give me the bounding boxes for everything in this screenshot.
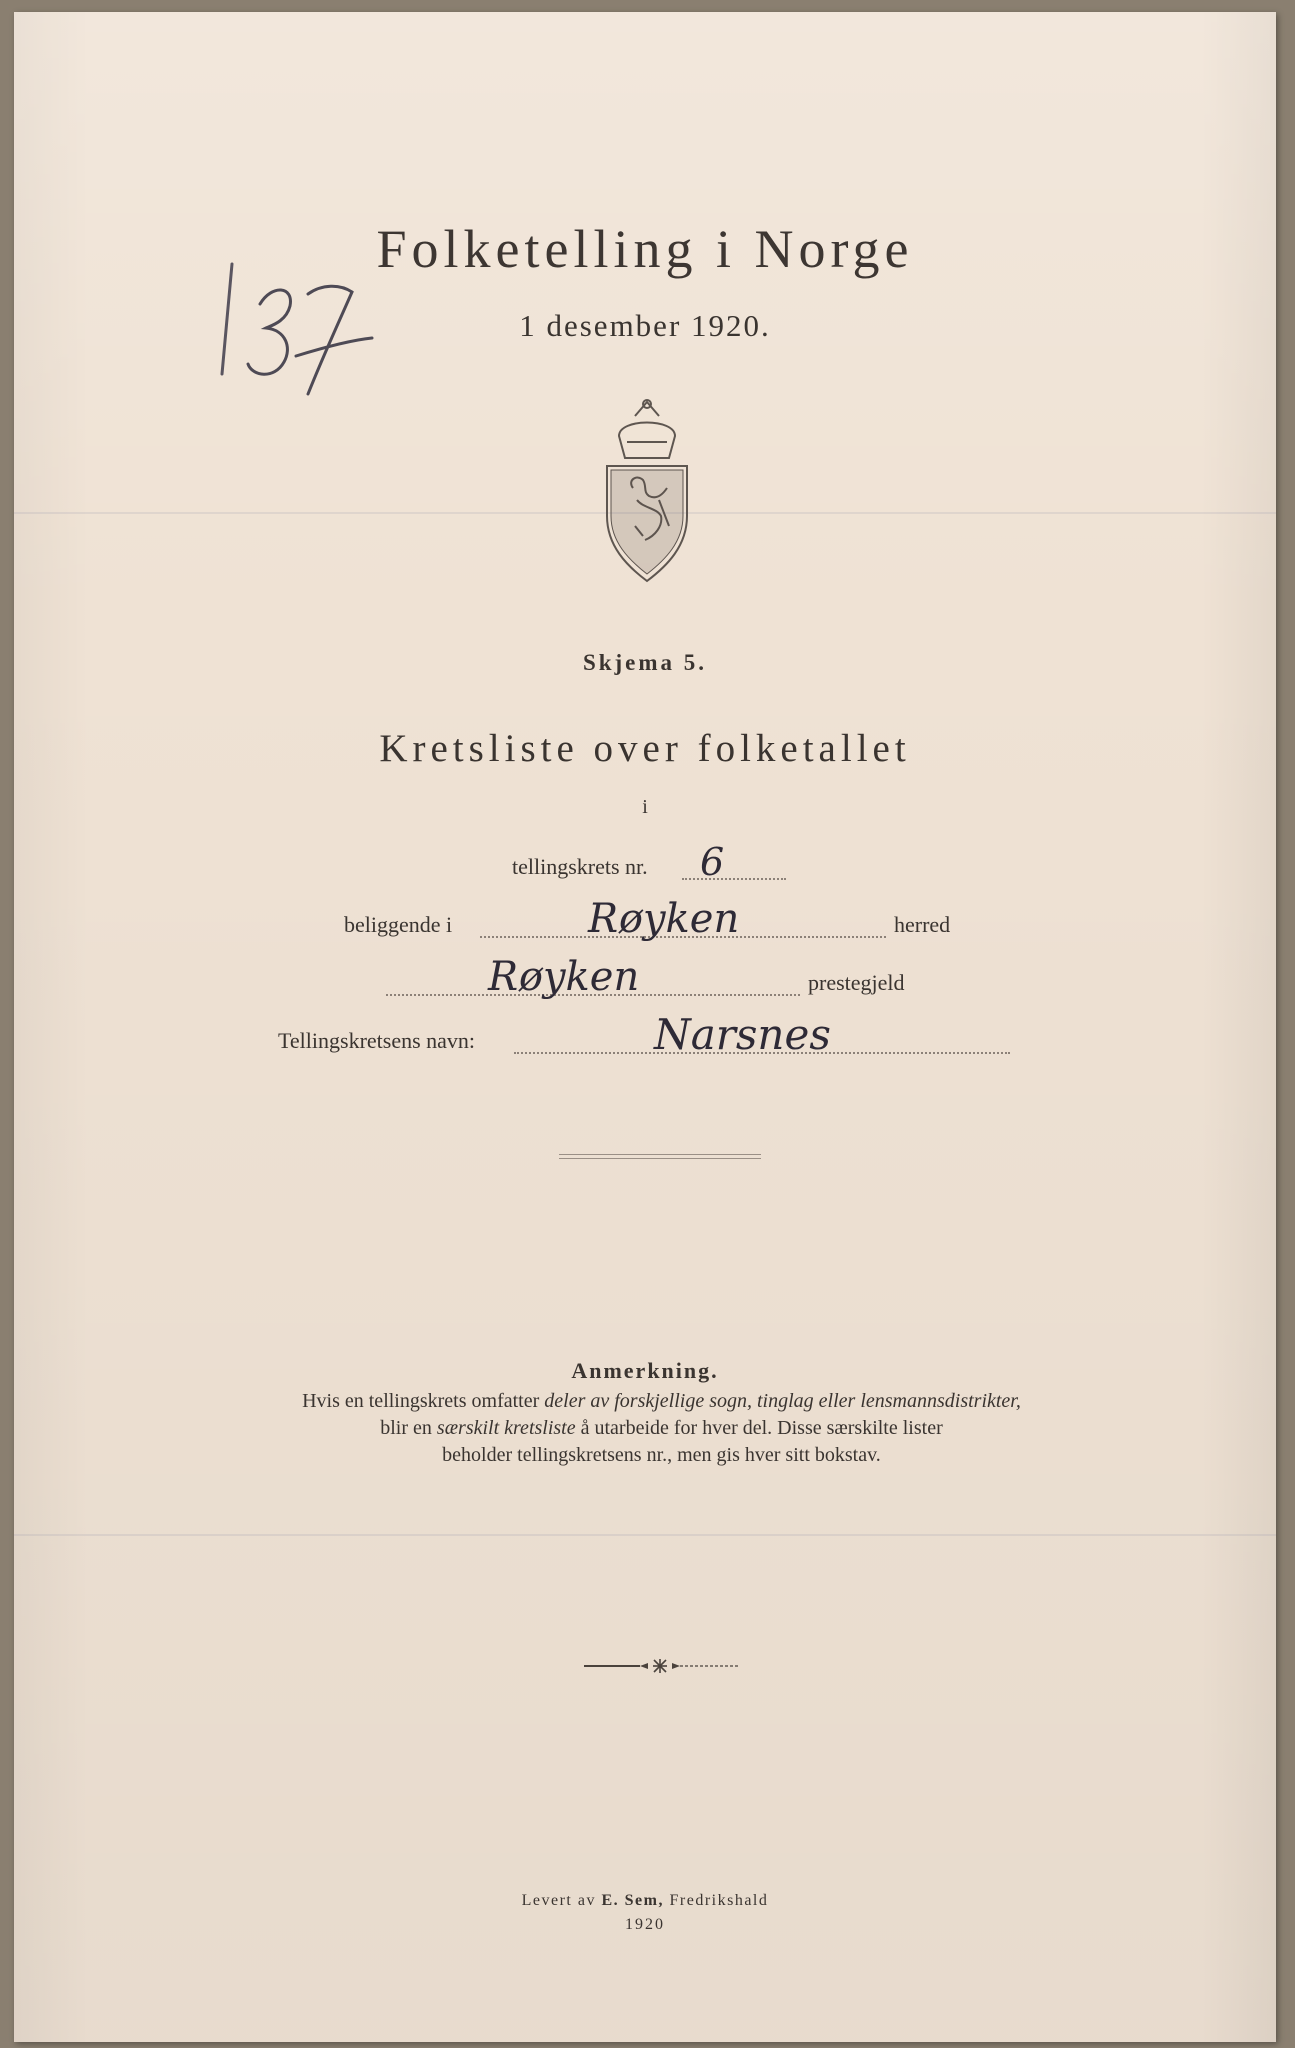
note-line	[194, 1415, 1129, 1442]
printer-name: E. Sem,	[601, 1892, 664, 1909]
field-row-navn	[14, 1010, 1276, 1062]
form-heading: Kretsliste over folketallet	[379, 727, 911, 770]
printer-text: Levert av	[521, 1892, 602, 1909]
note-emphasis: deler av forskjellige sogn, tinglag eller lensmannsdistrikter,	[544, 1390, 1021, 1412]
note-title: Anmerkning.	[571, 1358, 719, 1383]
note-text-span: å utarbeide for hver del. Disse særskilte lister	[575, 1417, 943, 1439]
field-row-prestegjeld	[14, 954, 1276, 1004]
census-date: 1 desember 1920.	[519, 308, 771, 343]
field-value-navn[interactable]: Narsnes	[654, 1010, 831, 1059]
divider-rule	[559, 1154, 761, 1155]
field-value-tellingskrets[interactable]: 6	[700, 840, 725, 884]
note-text-span: Hvis en tellingskrets omfatter	[302, 1390, 545, 1412]
document-title: Folketelling i Norge	[376, 219, 914, 279]
schema-number: Skjema 5.	[582, 650, 708, 675]
divider-rule	[559, 1158, 761, 1159]
field-value-beliggende[interactable]: Røyken	[588, 896, 740, 942]
field-label-tellingskrets: tellingskrets nr.	[512, 854, 648, 879]
field-value-prestegjeld[interactable]: Røyken	[488, 954, 640, 1000]
note-line	[194, 1388, 1129, 1415]
field-label-prestegjeld: prestegjeld	[808, 970, 905, 995]
field-row-tellingskrets	[14, 840, 1276, 888]
note-line: beholder tellingskretsens nr., men gis hver sitt bokstav.	[442, 1444, 881, 1466]
ornament-divider-icon	[584, 1658, 738, 1674]
field-label-navn: Tellingskretsens navn:	[278, 1028, 476, 1053]
print-year: 1920	[625, 1916, 665, 1933]
note-text	[194, 1388, 1129, 1469]
printer-credit	[14, 1892, 1276, 1910]
field-label-herred: herred	[894, 912, 951, 937]
coat-of-arms-icon	[597, 396, 697, 586]
printer-text: Fredrikshald	[663, 1892, 769, 1909]
field-line	[682, 878, 786, 880]
field-row-beliggende	[14, 896, 1276, 946]
note-emphasis: særskilt kretsliste	[436, 1417, 576, 1439]
note-text-span: blir en	[380, 1417, 437, 1439]
field-label-beliggende: beliggende i	[344, 912, 453, 937]
connector-word: i	[642, 796, 648, 818]
fold-line	[14, 1534, 1276, 1536]
document-page	[14, 12, 1276, 2042]
